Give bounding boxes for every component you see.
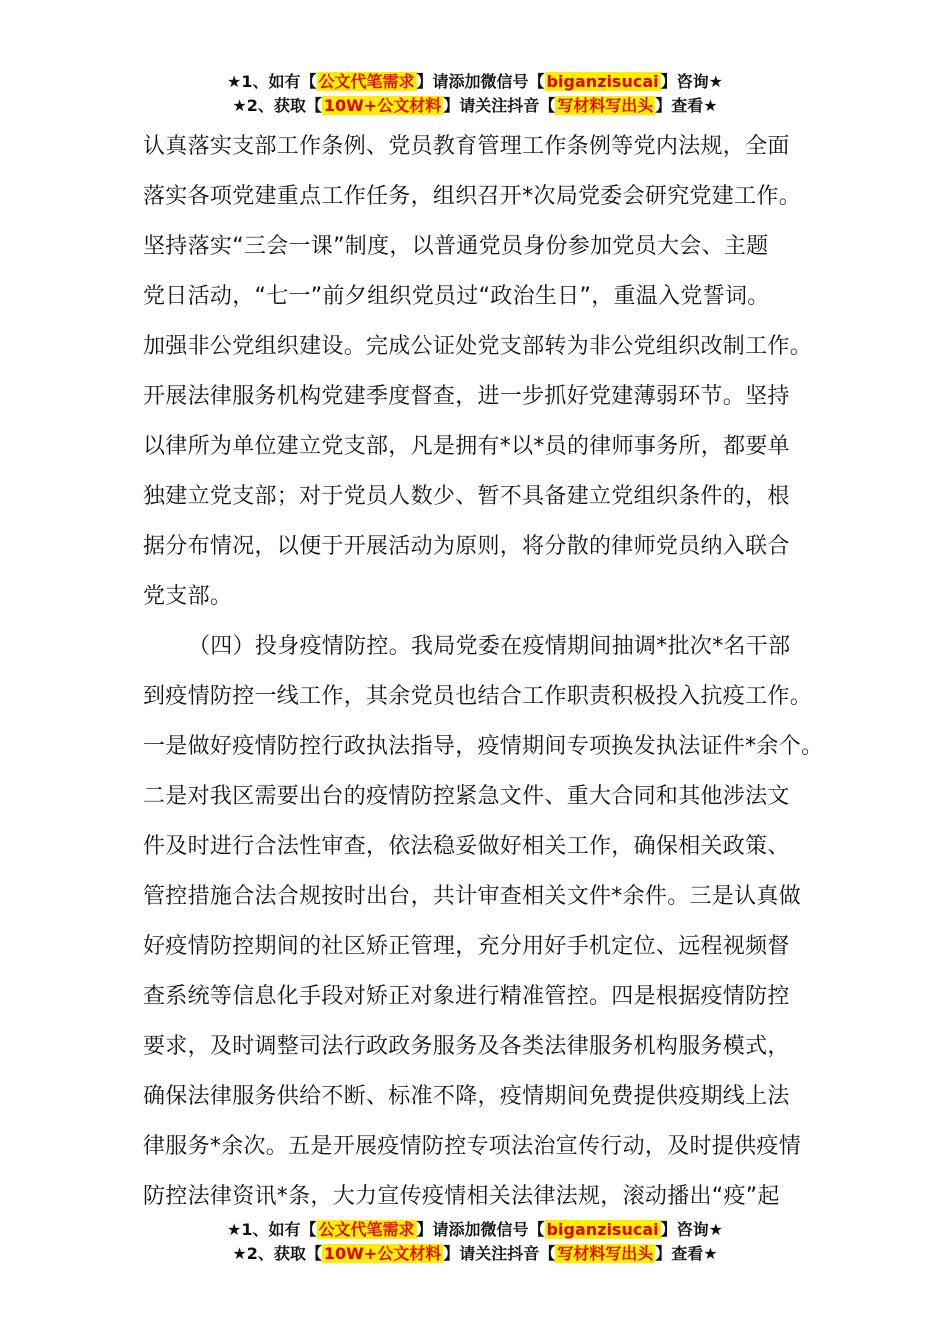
highlight-ghostwriting: 公文代笔需求 — [318, 72, 415, 91]
document-body — [143, 122, 823, 1222]
body-line: 加强非公党组织建设。完成公证处党支部转为非公党组织改制工作。 — [143, 334, 813, 359]
body-line: 确保法律服务供给不断、标准不降，疫情期间免费提供疫期线上法 — [143, 1084, 790, 1109]
body-line: 以律所为单位建立党支部，凡是拥有*以*员的律师事务所，都要单 — [143, 434, 791, 459]
banner-line-1 — [0, 1218, 950, 1242]
banner-line-2 — [0, 94, 950, 118]
body-line: 要求，及时调整司法行政政务服务及各类法律服务机构服务模式， — [143, 1034, 790, 1059]
banner-text: ★2、获取【 — [232, 1244, 322, 1263]
body-line: 党日活动，“七一”前夕组织党员过“政治生日”，重温入党誓词。 — [143, 284, 770, 309]
body-line: 二是对我区需要出台的疫情防控紧急文件、重大合同和其他涉法文 — [143, 784, 790, 809]
banner-text: ★1、如有【 — [227, 1220, 317, 1239]
body-line: 开展法律服务机构党建季度督查，进一步抓好党建薄弱环节。坚持 — [143, 384, 790, 409]
banner-text: 】查看★ — [655, 1244, 718, 1263]
section-heading-line: （四）投身疫情防控。我局党委在疫情期间抽调*批次*名干部 — [188, 634, 791, 659]
banner-text: ★1、如有【 — [227, 72, 317, 91]
body-line: 据分布情况，以便于开展活动为原则，将分散的律师党员纳入联合 — [143, 534, 790, 559]
body-line: 一是做好疫情防控行政执法指导，疫情期间专项换发执法证件*余个。 — [143, 734, 823, 759]
body-line: 独建立党支部；对于党员人数少、暂不具备建立党组织条件的，根 — [143, 484, 790, 509]
body-line: 认真落实支部工作条例、党员教育管理工作条例等党内法规，全面 — [143, 134, 790, 159]
banner-text: 】咨询★ — [660, 1220, 723, 1239]
body-line: 律服务*余次。五是开展疫情防控专项法治宣传行动，及时提供疫情 — [143, 1134, 802, 1159]
highlight-wechat-id: biganzisucai — [546, 1220, 659, 1239]
body-line: 管控措施合法合规按时出台，共计审查相关文件*余件。三是认真做 — [143, 884, 802, 909]
highlight-wechat-id: biganzisucai — [546, 72, 659, 91]
highlight-materials: 10W+公文材料 — [323, 1244, 442, 1263]
banner-text: 】请关注抖音【 — [443, 1244, 556, 1263]
body-line: 件及时进行合法性审查，依法稳妥做好相关工作，确保相关政策、 — [143, 834, 790, 859]
body-line: 党支部。 — [143, 584, 233, 609]
banner-text: ★2、获取【 — [232, 96, 322, 115]
highlight-materials: 10W+公文材料 — [323, 96, 442, 115]
banner-line-2 — [0, 1242, 950, 1266]
banner-text: 】请关注抖音【 — [443, 96, 556, 115]
body-line: 坚持落实“三会一课”制度，以普通党员身份参加党员大会、主题 — [143, 234, 769, 259]
footer-banner — [0, 1218, 950, 1266]
banner-text: 】请添加微信号【 — [416, 72, 545, 91]
banner-line-1 — [0, 70, 950, 94]
highlight-ghostwriting: 公文代笔需求 — [318, 1220, 415, 1239]
header-banner — [0, 70, 950, 118]
highlight-douyin: 写材料写出头 — [557, 96, 654, 115]
body-line: 好疫情防控期间的社区矫正管理，充分用好手机定位、远程视频督 — [143, 934, 790, 959]
body-line: 查系统等信息化手段对矫正对象进行精准管控。四是根据疫情防控 — [143, 984, 790, 1009]
highlight-douyin: 写材料写出头 — [557, 1244, 654, 1263]
body-line: 到疫情防控一线工作，其余党员也结合工作职责积极投入抗疫工作。 — [143, 684, 813, 709]
banner-text: 】请添加微信号【 — [416, 1220, 545, 1239]
body-line: 落实各项党建重点工作任务，组织召开*次局党委会研究党建工作。 — [143, 184, 802, 209]
banner-text: 】查看★ — [655, 96, 718, 115]
banner-text: 】咨询★ — [660, 72, 723, 91]
body-line: 防控法律资讯*条，大力宣传疫情相关法律法规，滚动播出“疫”起 — [143, 1184, 780, 1209]
